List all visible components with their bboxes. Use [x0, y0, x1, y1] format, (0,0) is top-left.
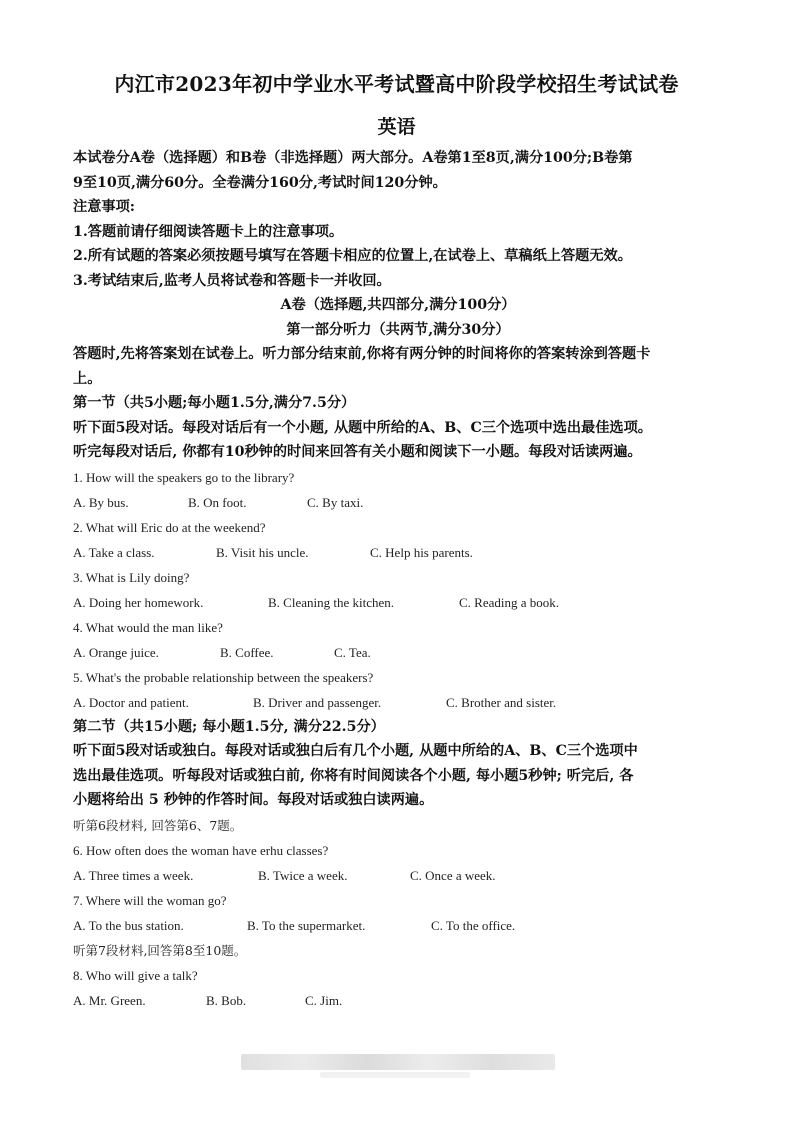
section-2-instruction-3: 小题将给出 5 秒钟的作答时间。每段对话或独白读两遍。: [73, 792, 434, 808]
section-1-instruction-2: 听完每段对话后, 你都有10秒钟的时间来回答有关小题和阅读下一小题。每段对话读两遍。: [73, 444, 642, 460]
option-b[interactable]: B. Cleaning the kitchen.: [268, 594, 395, 610]
option-b[interactable]: B. Visit his uncle.: [216, 544, 309, 560]
notice-item-3: 3.考试结束后,监考人员将试卷和答题卡一并收回。: [73, 272, 391, 289]
intro-line-2: 9至10页,满分60分。全卷满分160分,考试时间120分钟。: [73, 174, 447, 191]
question-6: 6. How often does the woman have erhu classes?: [73, 842, 329, 858]
option-c[interactable]: C. To the office.: [431, 917, 516, 933]
option-c[interactable]: C. Once a week.: [410, 867, 496, 883]
question-4-options: [73, 640, 723, 665]
notice-item-2: 2.所有试题的答案必须按题号填写在答题卡相应的位置上,在试卷上、草稿纸上答题无效。: [73, 248, 632, 264]
section-1-instruction-1: 听下面5段对话。每段对话后有一个小题, 从题中所给的A、B、C三个选项中选出最佳选项。: [73, 419, 652, 436]
notice-item-1: 1.答题前请仔细阅读答题卡上的注意事项。: [73, 223, 344, 240]
question-2-options: [73, 540, 723, 565]
question-6-options: [73, 863, 723, 888]
section-2-heading: 第二节（共15小题; 每小题1.5分, 满分22.5分）: [73, 718, 385, 735]
intro-line-1: 本试卷分A卷（选择题）和B卷（非选择题）两大部分。A卷第1至8页,满分100分;B卷第: [73, 150, 633, 166]
footer-blurred-text: [241, 1054, 555, 1070]
option-c[interactable]: C. Brother and sister.: [446, 694, 557, 710]
option-c[interactable]: C. By taxi.: [307, 494, 364, 510]
section-2-instruction-2: 选出最佳选项。听每段对话或独白前, 你将有时间阅读各个小题, 每小题5秒钟; 听完后, 各: [73, 767, 634, 784]
option-a[interactable]: A. Three times a week.: [73, 867, 194, 883]
subject-title: 英语: [377, 116, 416, 138]
option-b[interactable]: B. On foot.: [188, 494, 247, 510]
question-5: 5. What's the probable relationship between the speakers?: [73, 669, 374, 685]
question-3-options: [73, 590, 723, 615]
question-5-options: [73, 690, 723, 715]
option-c[interactable]: C. Tea.: [334, 644, 371, 660]
option-a[interactable]: A. By bus.: [73, 494, 129, 510]
listening-heading: 第一部分听力（共两节,满分30分）: [286, 321, 510, 338]
option-b[interactable]: B. To the supermarket.: [247, 917, 366, 933]
exam-body: [73, 146, 723, 1013]
question-1-options: [73, 490, 723, 515]
option-a[interactable]: A. Doing her homework.: [73, 594, 204, 610]
listening-instruction-2: 上。: [73, 370, 102, 387]
option-b[interactable]: B. Coffee.: [220, 644, 274, 660]
exam-title: 内江市2023年初中学业水平考试暨高中阶段学校招生考试试卷: [114, 72, 679, 96]
option-c[interactable]: C. Help his parents.: [370, 544, 473, 560]
option-c[interactable]: C. Reading a book.: [459, 594, 560, 610]
material-7-note: 听第7段材料,回答第8至10题。: [73, 942, 247, 958]
part-a-heading: A卷（选择题,共四部分,满分100分）: [280, 297, 516, 313]
option-c[interactable]: C. Jim.: [305, 992, 343, 1008]
notice-heading: 注意事项:: [73, 199, 135, 215]
listening-instruction-1: 答题时,先将答案划在试卷上。听力部分结束前,你将有两分钟的时间将你的答案转涂到答题卡: [73, 346, 651, 362]
question-2: 2. What will Eric do at the weekend?: [73, 519, 266, 535]
question-1: 1. How will the speakers go to the library?: [73, 469, 295, 485]
question-3: 3. What is Lily doing?: [73, 569, 190, 585]
option-a[interactable]: A. Doctor and patient.: [73, 694, 189, 710]
option-a[interactable]: A. Orange juice.: [73, 644, 159, 660]
material-6-note: 听第6段材料, 回答第6、7题。: [73, 817, 243, 833]
question-8: 8. Who will give a talk?: [73, 967, 198, 983]
option-a[interactable]: A. To the bus station.: [73, 917, 184, 933]
option-b[interactable]: B. Twice a week.: [258, 867, 348, 883]
section-2-instruction-1: 听下面5段对话或独白。每段对话或独白后有几个小题, 从题中所给的A、B、C三个选项中: [73, 743, 638, 759]
question-7-options: [73, 913, 723, 938]
option-b[interactable]: B. Bob.: [206, 992, 247, 1008]
option-b[interactable]: B. Driver and passenger.: [253, 694, 382, 710]
question-4: 4. What would the man like?: [73, 619, 223, 635]
option-a[interactable]: A. Take a class.: [73, 544, 155, 560]
footer-blurred-subtext: [320, 1072, 470, 1078]
question-7: 7. Where will the woman go?: [73, 892, 227, 908]
section-1-heading: 第一节（共5小题;每小题1.5分,满分7.5分）: [73, 395, 356, 411]
question-8-options: [73, 988, 723, 1013]
option-a[interactable]: A. Mr. Green.: [73, 992, 146, 1008]
